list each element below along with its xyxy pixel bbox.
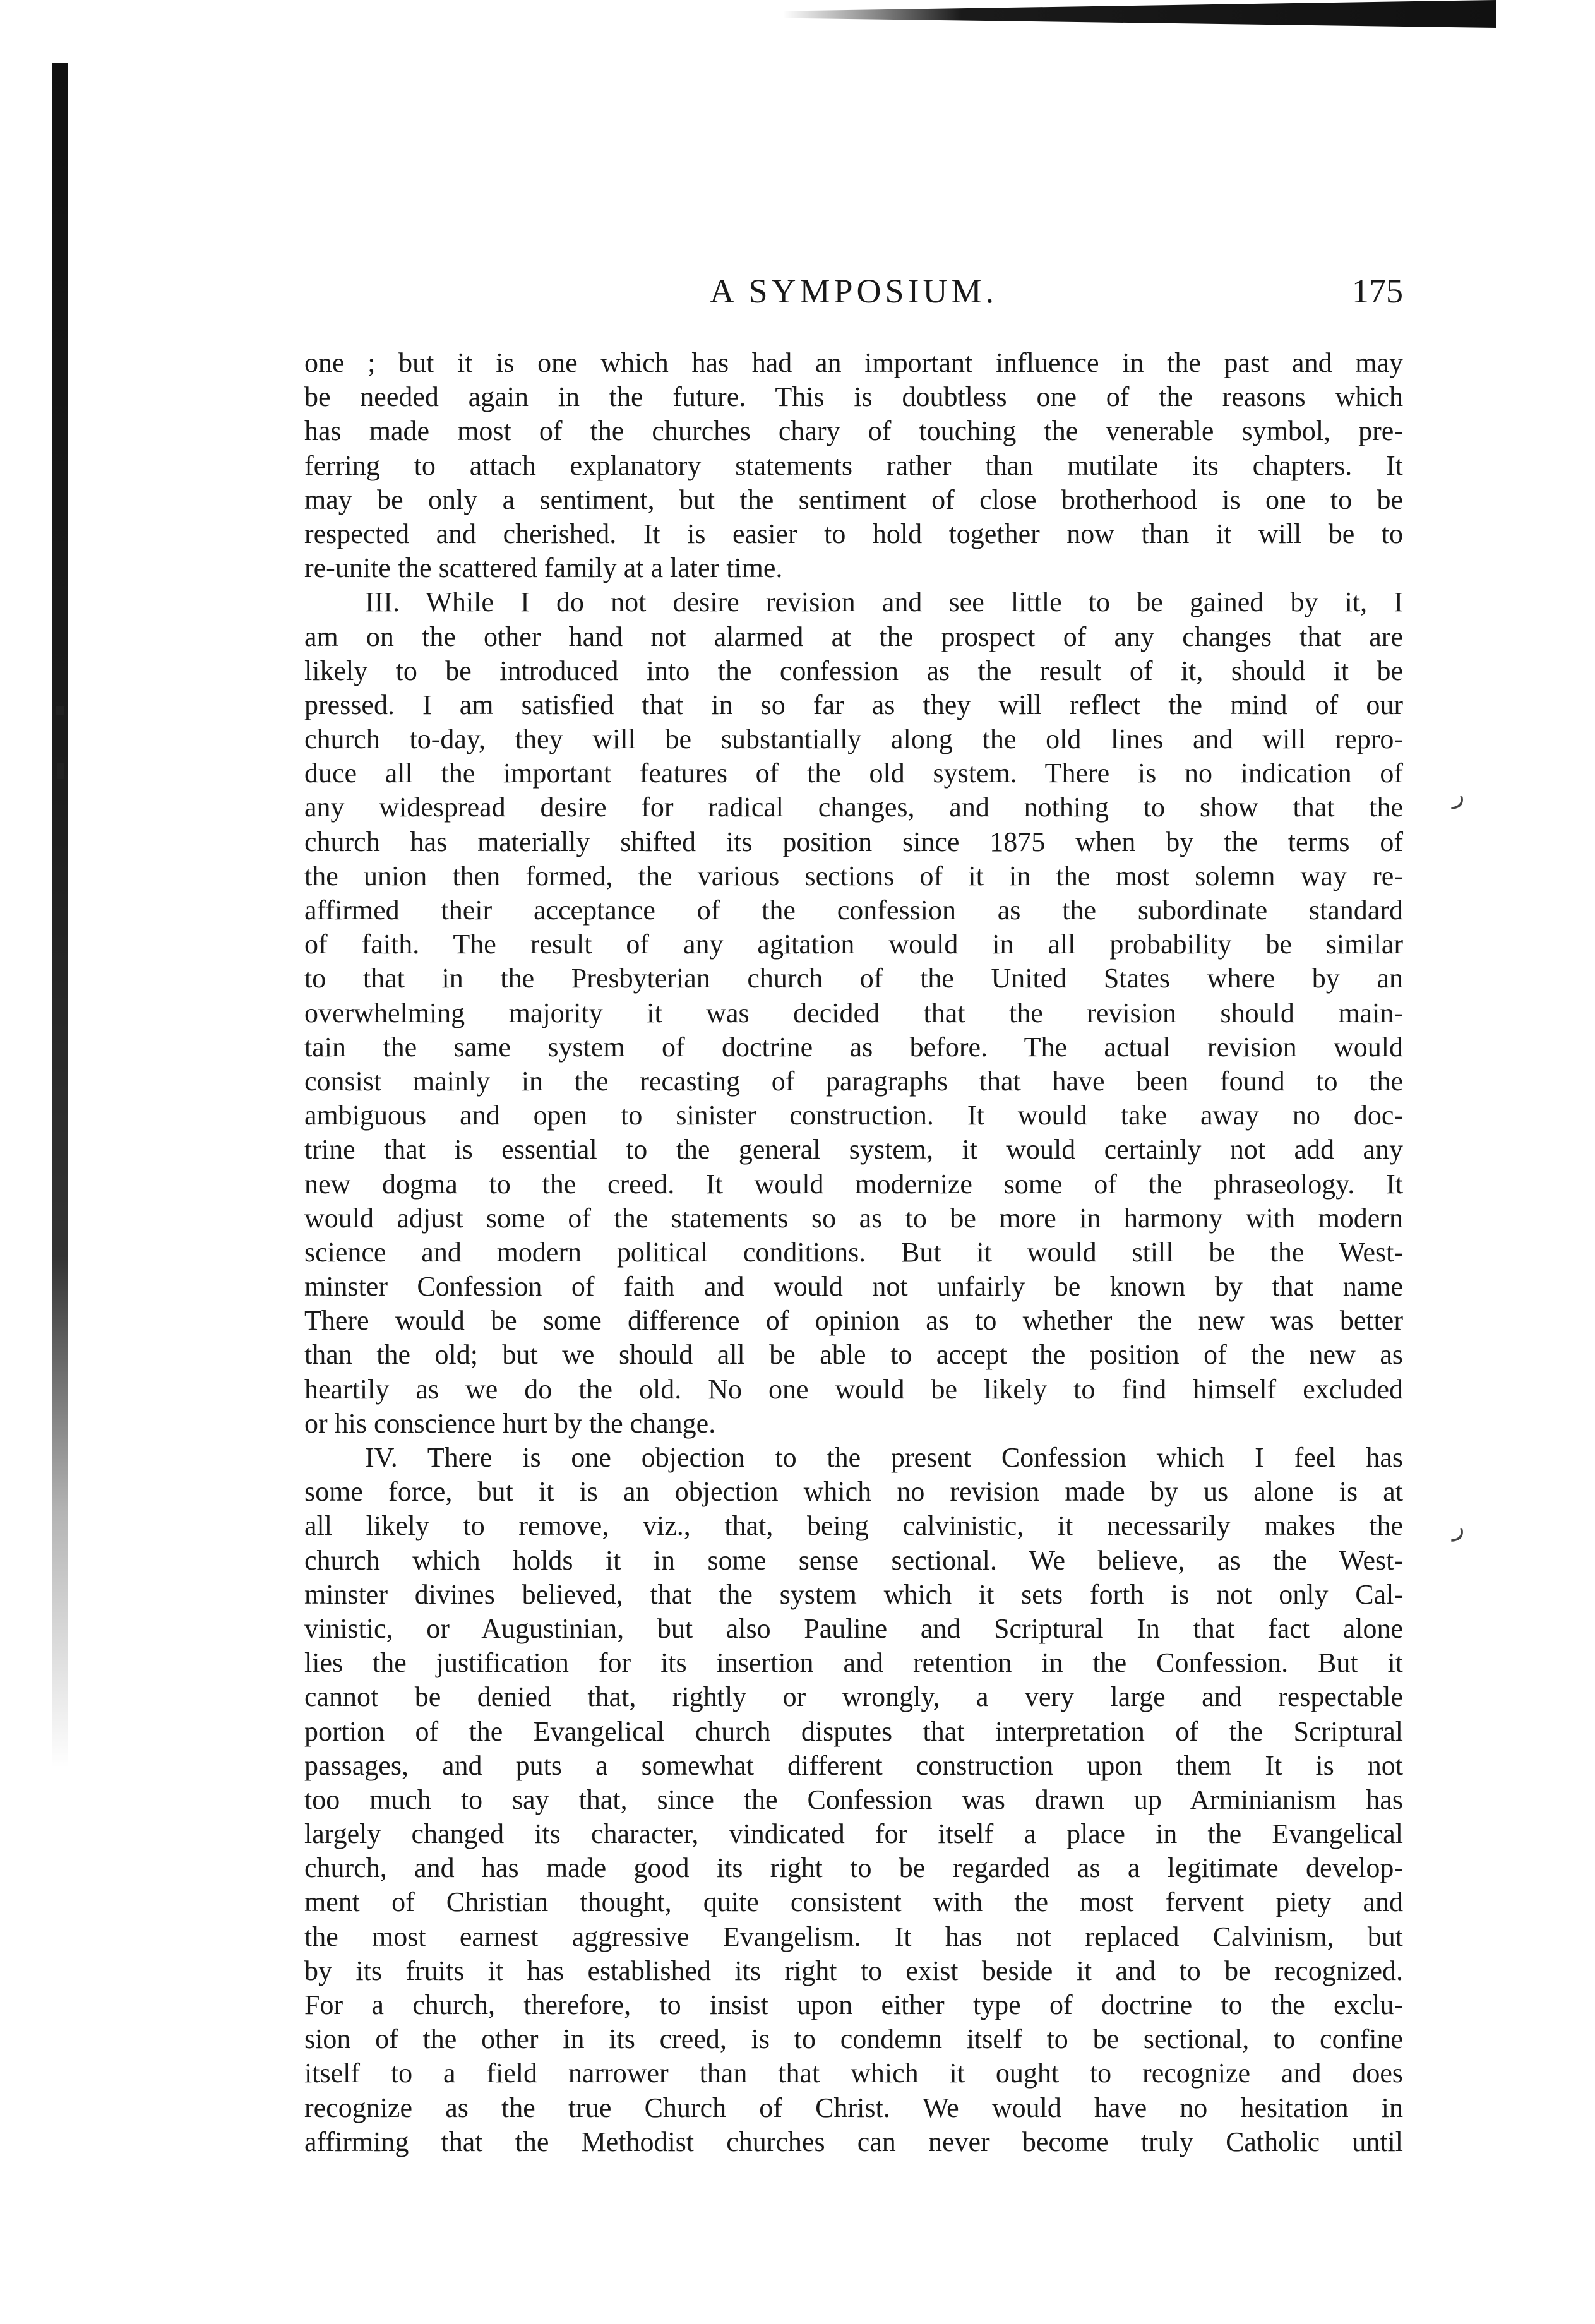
paragraph <box>304 585 1403 1441</box>
text-line: vinistic, or Augustinian, but also Pauline and Scriptural In that fact alone <box>304 1612 1403 1644</box>
text-line: cannot be denied that, rightly or wrongly, a very large and respectable <box>304 1681 1403 1713</box>
text-line: church, and has made good its right to be regarded as a legitimate develop- <box>304 1852 1403 1884</box>
running-head <box>304 265 1403 335</box>
text-line: church to-day, they will be substantially along the old lines and will repro- <box>304 724 1403 755</box>
text-line: itself to a field narrower than that which it ought to recognize and does <box>304 2058 1403 2089</box>
paragraph <box>304 346 1403 585</box>
text-line: than the old; but we should all be able to accept the position of the new as <box>304 1339 1403 1371</box>
text-line: duce all the important features of the old system. There is no indication of <box>304 758 1403 789</box>
text-line: affirming that the Methodist churches can never become truly Catholic until <box>304 2126 1403 2157</box>
text-line: of faith. The result of any agitation would in all probability be similar <box>304 929 1403 960</box>
text-line: largely changed its character, vindicated for itself a place in the Evangelical <box>304 1818 1403 1850</box>
text-line: recognize as the true Church of Christ. We would have no hesitation in <box>304 2092 1403 2123</box>
text-line: affirmed their acceptance of the confession as the subordinate standard <box>304 895 1403 926</box>
text-line: be needed again in the future. This is doubtless one of the reasons which <box>304 381 1403 413</box>
text-line: IV. There is one objection to the present Confession which I feel has <box>365 1442 1403 1473</box>
scan-binding-edge <box>52 63 68 1768</box>
text-line: consist mainly in the recasting of paragraphs that have been found to the <box>304 1065 1403 1097</box>
text-line: sion of the other in its creed, is to condemn itself to be sectional, to confine <box>304 2023 1403 2055</box>
text-line: portion of the Evangelical church disputes that interpretation of the Scriptural <box>304 1715 1403 1747</box>
text-line: ment of Christian thought, quite consistent with the most fervent piety and <box>304 1886 1403 1918</box>
scan-speck <box>56 706 64 715</box>
text-line: the most earnest aggressive Evangelism. It has not replaced Calvinism, but <box>304 1921 1403 1952</box>
margin-pencil-mark: ر <box>1452 780 1465 809</box>
text-line: trine that is essential to the general system, it would certainly not add any <box>304 1134 1403 1165</box>
scan-top-edge <box>783 0 1496 28</box>
text-line: There would be some difference of opinion as to whether the new was better <box>304 1305 1403 1337</box>
text-line: ferring to attach explanatory statements rather than mutilate its chapters. It <box>304 450 1403 481</box>
text-line: ambiguous and open to sinister construction. It would take away no doc- <box>304 1100 1403 1131</box>
text-line: all likely to remove, viz., that, being calvinistic, it necessarily makes the <box>304 1510 1403 1542</box>
margin-pencil-mark: ر <box>1452 1513 1465 1541</box>
text-line: new dogma to the creed. It would modernize some of the phraseology. It <box>304 1168 1403 1200</box>
text-line: church which holds it in some sense sectional. We believe, as the West- <box>304 1544 1403 1576</box>
text-line: too much to say that, since the Confession was drawn up Arminianism has <box>304 1784 1403 1815</box>
text-line: likely to be introduced into the confession as the result of it, should it be <box>304 655 1403 686</box>
text-line: pressed. I am satisfied that in so far as they will reflect the mind of our <box>304 689 1403 720</box>
text-line: may be only a sentiment, but the sentiment of close brotherhood is one to be <box>304 484 1403 515</box>
text-line: any widespread desire for radical changes, and nothing to show that the <box>304 792 1403 823</box>
text-line: by its fruits it has established its right to exist beside it and to be recognized. <box>304 1955 1403 1986</box>
text-line: the union then formed, the various sections of it in the most solemn way re- <box>304 860 1403 891</box>
text-line: minster divines believed, that the system which it sets forth is not only Cal- <box>304 1578 1403 1610</box>
paragraph <box>304 1441 1403 2159</box>
text-line: has made most of the churches chary of touching the venerable symbol, pre- <box>304 415 1403 447</box>
text-line: one ; but it is one which has had an important influence in the past and may <box>304 347 1403 378</box>
text-line: church has materially shifted its position since 1875 when by the terms of <box>304 826 1403 857</box>
text-line: re-unite the scattered family at a later time. <box>304 552 783 584</box>
book-page <box>304 265 1403 2159</box>
text-line: some force, but it is an objection which no revision made by us alone is at <box>304 1476 1403 1508</box>
text-line: tain the same system of doctrine as before. The actual revision would <box>304 1031 1403 1063</box>
text-line: lies the justification for its insertion and retention in the Confession. But it <box>304 1647 1403 1679</box>
body-text <box>304 346 1403 2159</box>
page-number: 175 <box>1352 272 1403 310</box>
text-line: heartily as we do the old. No one would be likely to find himself excluded <box>304 1373 1403 1405</box>
text-line: am on the other hand not alarmed at the prospect of any changes that are <box>304 621 1403 652</box>
text-line: For a church, therefore, to insist upon either type of doctrine to the exclu- <box>304 1989 1403 2020</box>
text-line: respected and cherished. It is easier to hold together now than it will be to <box>304 518 1403 549</box>
text-line: science and modern political conditions. But it would still be the West- <box>304 1236 1403 1268</box>
text-line: III. While I do not desire revision and see little to be gained by it, I <box>365 587 1403 618</box>
text-line: overwhelming majority it was decided that the revision should main- <box>304 997 1403 1028</box>
scan-speck <box>57 763 64 779</box>
page-title: A SYMPOSIUM. <box>709 272 998 310</box>
text-line: would adjust some of the statements so as to be more in harmony with modern <box>304 1202 1403 1234</box>
text-line: or his conscience hurt by the change. <box>304 1407 716 1439</box>
text-line: to that in the Presbyterian church of the United States where by an <box>304 963 1403 994</box>
text-line: minster Confession of faith and would not unfairly be known by that name <box>304 1271 1403 1302</box>
text-line: passages, and puts a somewhat different construction upon them It is not <box>304 1749 1403 1781</box>
